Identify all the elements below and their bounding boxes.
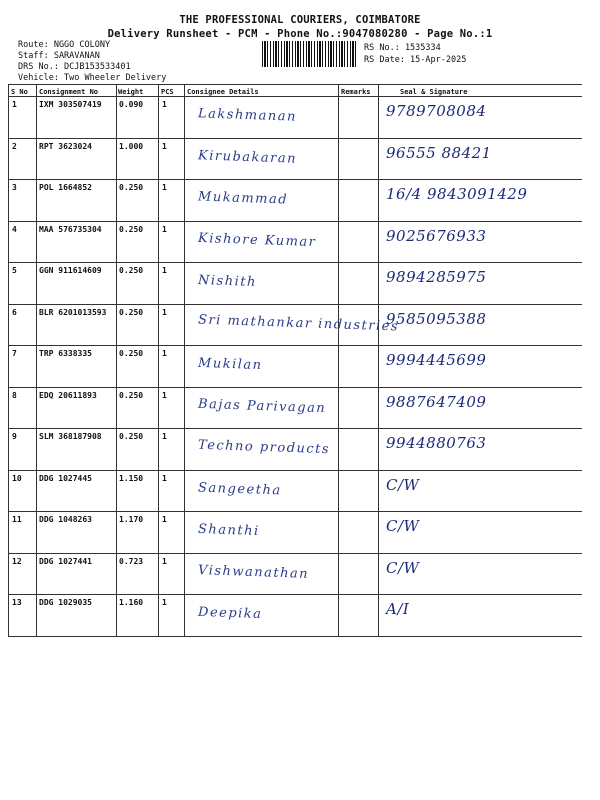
weight-cell: 0.250 [119, 224, 144, 234]
table-row [8, 221, 582, 261]
consignee-handwriting: Nishith [197, 272, 258, 291]
table-row [8, 553, 582, 593]
pcs-cell: 1 [162, 556, 167, 566]
consignment-cell: DDG 1048263 [39, 515, 92, 524]
pcs-cell: 1 [162, 100, 167, 109]
col-seal-signature: Seal & Signature [400, 88, 468, 96]
rs-date: RS Date: 15-Apr-2025 [364, 55, 467, 65]
signature-handwriting: 9944880763 [386, 434, 487, 452]
consignee-handwriting: Vishwanathan [197, 562, 310, 582]
consignment-cell: DDG 1029035 [39, 598, 92, 607]
pcs-cell: 1 [162, 390, 167, 400]
sno-cell: 2 [12, 141, 17, 151]
sno-cell: 6 [12, 307, 17, 317]
weight-cell: 0.250 [119, 349, 144, 358]
barcode [262, 41, 358, 67]
pcs-cell: 1 [162, 141, 167, 151]
consignment-cell: SLM 368187908 [39, 432, 102, 441]
pcs-cell: 1 [162, 183, 167, 192]
table-row [8, 470, 582, 510]
consignee-handwriting: Sri mathankar industries [197, 311, 400, 335]
consignment-cell: EDQ 20611893 [39, 390, 97, 400]
col-consignee: Consignee Details [187, 88, 259, 96]
pcs-cell: 1 [162, 224, 167, 234]
table-row [8, 304, 582, 344]
sno-cell: 9 [12, 432, 17, 441]
signature-handwriting: A/I [386, 600, 410, 618]
route-label: Route: NGGO COLONY [18, 40, 111, 50]
sno-cell: 3 [12, 183, 17, 192]
consignee-handwriting: Techno products [197, 437, 331, 458]
signature-handwriting: 96555 88421 [386, 143, 492, 162]
signature-handwriting: 9585095388 [386, 309, 487, 328]
consignee-handwriting: Kirubakaran [197, 147, 298, 167]
weight-cell: 1.000 [119, 141, 144, 151]
table-row [8, 138, 582, 178]
weight-cell: 0.250 [119, 307, 144, 317]
signature-handwriting: 9887647409 [386, 392, 487, 411]
pcs-cell: 1 [162, 432, 167, 441]
consignee-handwriting: Bajas Parivagan [197, 396, 327, 416]
rs-number: RS No.: 1535334 [364, 43, 441, 53]
table-row [8, 511, 582, 551]
consignee-handwriting: Kishore Kumar [197, 230, 317, 250]
sno-cell: 4 [12, 224, 17, 234]
consignee-handwriting: Mukammad [197, 189, 289, 208]
pcs-cell: 1 [162, 349, 167, 358]
weight-cell: 0.250 [119, 183, 144, 192]
signature-handwriting: C/W [386, 558, 420, 577]
sno-cell: 1 [12, 100, 17, 109]
runsheet-table [8, 84, 582, 636]
consignee-handwriting: Lakshmanan [197, 106, 298, 125]
sno-cell: 7 [12, 349, 17, 358]
pcs-cell: 1 [162, 266, 167, 275]
weight-cell: 0.723 [119, 556, 144, 566]
weight-cell: 1.160 [119, 598, 144, 607]
signature-handwriting: 9025676933 [386, 226, 487, 245]
col-consignment: Consignment No [39, 88, 99, 96]
table-row [8, 179, 582, 219]
pcs-cell: 1 [162, 598, 167, 607]
signature-handwriting: 9894285975 [386, 268, 487, 286]
consignee-handwriting: Deepika [197, 604, 263, 623]
sno-cell: 5 [12, 266, 17, 275]
table-row [8, 345, 582, 385]
pcs-cell: 1 [162, 307, 167, 317]
signature-handwriting: 9789708084 [386, 102, 487, 120]
vehicle-label: Vehicle: Two Wheeler Delivery [18, 73, 167, 83]
weight-cell: 0.090 [119, 100, 144, 109]
consignment-cell: POL 1664852 [39, 183, 92, 192]
staff-label: Staff: SARAVANAN [18, 51, 100, 61]
sno-cell: 8 [12, 390, 17, 400]
consignment-cell: IXM 303507419 [39, 100, 102, 109]
sno-cell: 11 [12, 515, 22, 524]
pcs-cell: 1 [162, 473, 167, 483]
weight-cell: 0.250 [119, 390, 144, 400]
table-row [8, 594, 582, 634]
signature-handwriting: 16/4 9843091429 [386, 185, 528, 203]
consignee-handwriting: Mukilan [197, 355, 263, 374]
consignee-handwriting: Shanthi [197, 521, 260, 540]
table-row [8, 387, 582, 427]
col-pcs: PCS [161, 88, 174, 96]
consignment-cell: BLR 6201013593 [39, 307, 107, 317]
drs-number: DRS No.: DCJB153533401 [18, 62, 131, 72]
consignment-cell: RPT 3623024 [39, 141, 92, 151]
signature-handwriting: C/W [386, 475, 420, 494]
signature-handwriting: C/W [386, 517, 420, 535]
sno-cell: 12 [12, 556, 22, 566]
sno-cell: 13 [12, 598, 22, 607]
sno-cell: 10 [12, 473, 22, 483]
col-sno: S No [11, 88, 28, 96]
weight-cell: 0.250 [119, 266, 144, 275]
consignment-cell: TRP 6338335 [39, 349, 92, 358]
consignment-cell: DDG 1027441 [39, 556, 92, 566]
table-row [8, 262, 582, 302]
company-title: THE PROFESSIONAL COURIERS, COIMBATORE [179, 14, 421, 26]
pcs-cell: 1 [162, 515, 167, 524]
col-weight: Weight [118, 88, 144, 96]
signature-handwriting: 9994445699 [386, 351, 487, 369]
consignment-cell: MAA 576735304 [39, 224, 102, 234]
consignment-cell: GGN 911614609 [39, 266, 102, 275]
weight-cell: 0.250 [119, 432, 144, 441]
runsheet-subtitle: Delivery Runsheet - PCM - Phone No.:9047080280 - Page No.:1 [107, 28, 493, 40]
col-remarks: Remarks [341, 88, 371, 96]
weight-cell: 1.170 [119, 515, 144, 524]
consignee-handwriting: Sangeetha [197, 480, 282, 498]
consignment-cell: DDG 1027445 [39, 473, 92, 483]
table-row [8, 96, 582, 136]
table-row [8, 428, 582, 468]
weight-cell: 1.150 [119, 473, 144, 483]
